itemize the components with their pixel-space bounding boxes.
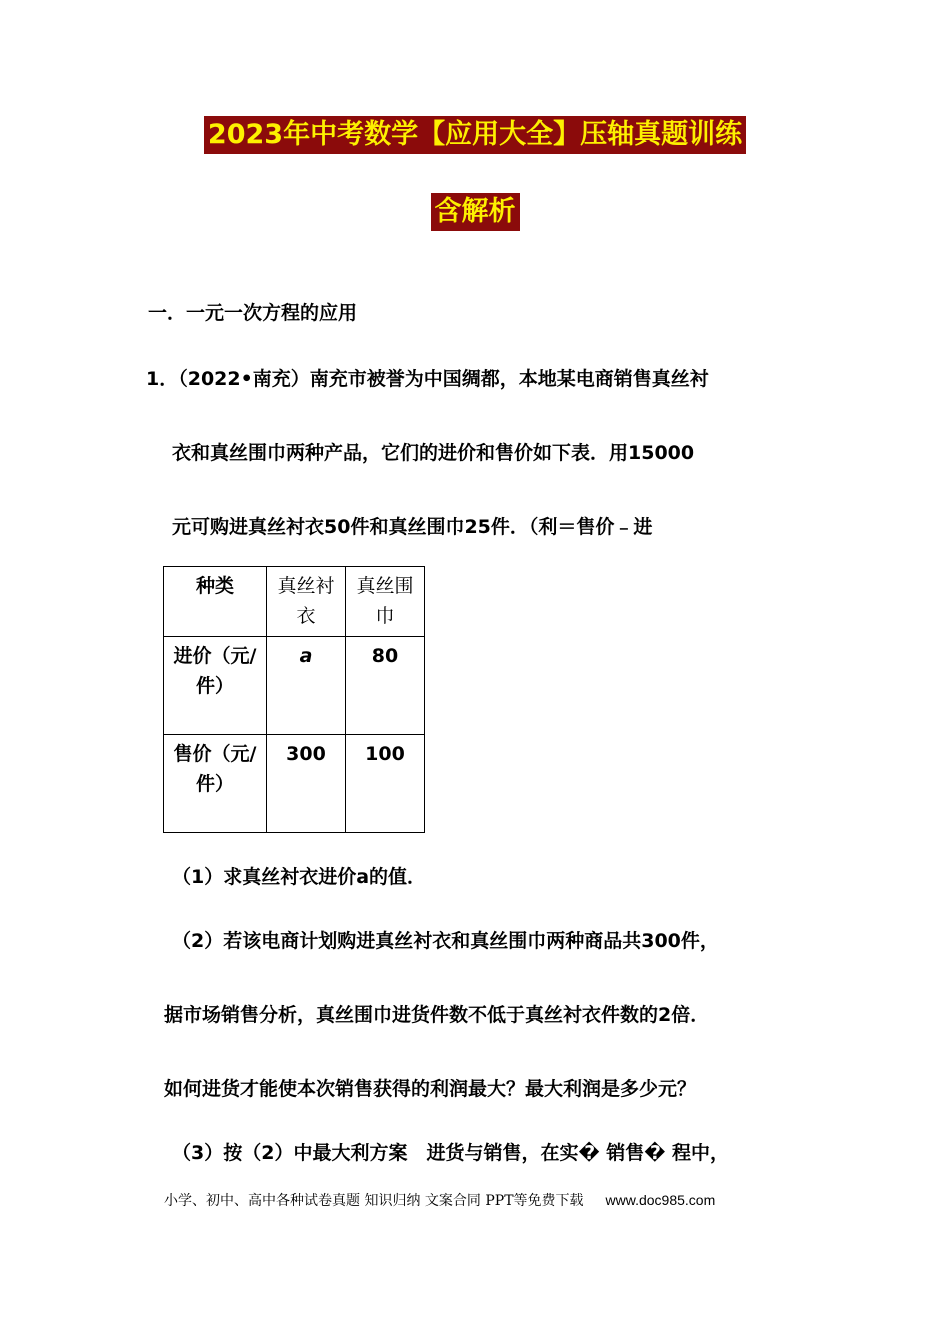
table-cell-shirt: a (267, 637, 346, 735)
question-3-line-1: （3）按（2）中最大利方案 进货与销售，在实� 销售� 程中， (172, 1142, 729, 1164)
table-row (164, 637, 425, 735)
page-footer (164, 1190, 715, 1210)
problem-line-1: 1．（2022•南充）南充市被誉为中国绸都，本地某电商销售真丝衬 (146, 368, 709, 390)
table-cell-scarf: 80 (346, 637, 425, 735)
title-line-2 (0, 193, 950, 231)
table-row-label: 售价（元/件） (164, 735, 267, 833)
footer-text: 小学、初中、高中各种试卷真题 知识归纳 文案合同 PPT等免费下载 (164, 1193, 584, 1209)
table-header-cell: 真丝衬衣 (267, 567, 346, 637)
table-row-label: 进价（元/件） (164, 637, 267, 735)
table-header-cell: 种类 (164, 567, 267, 637)
table-row (164, 735, 425, 833)
question-2-line-2: 据市场销售分析，真丝围巾进货件数不低于真丝衬衣件数的2倍． (164, 1004, 710, 1026)
document-title: 2023年中考数学【应用大全】压轴真题训练 (204, 116, 746, 154)
table-cell-scarf: 100 (346, 735, 425, 833)
table-header-row (164, 567, 425, 637)
question-2-line-3: 如何进货才能使本次销售获得的利润最大？最大利润是多少元？ (164, 1078, 697, 1100)
table-header-cell: 真丝围巾 (346, 567, 425, 637)
section-heading: 一．一元一次方程的应用 (148, 302, 358, 324)
price-table (163, 566, 425, 833)
problem-line-3: 元可购进真丝衬衣50件和真丝围巾25件．（利＝售价﹣进 (172, 516, 653, 538)
title-line-1 (0, 116, 950, 154)
problem-line-2: 衣和真丝围巾两种产品，它们的进价和售价如下表．用15000 (172, 442, 695, 464)
document-subtitle: 含解析 (431, 193, 520, 231)
footer-url[interactable]: www.doc985.com (605, 1192, 716, 1208)
question-1: （1）求真丝衬衣进价a的值． (172, 866, 427, 888)
table-cell-shirt: 300 (267, 735, 346, 833)
question-2-line-1: （2）若该电商计划购进真丝衬衣和真丝围巾两种商品共300件， (172, 930, 719, 952)
